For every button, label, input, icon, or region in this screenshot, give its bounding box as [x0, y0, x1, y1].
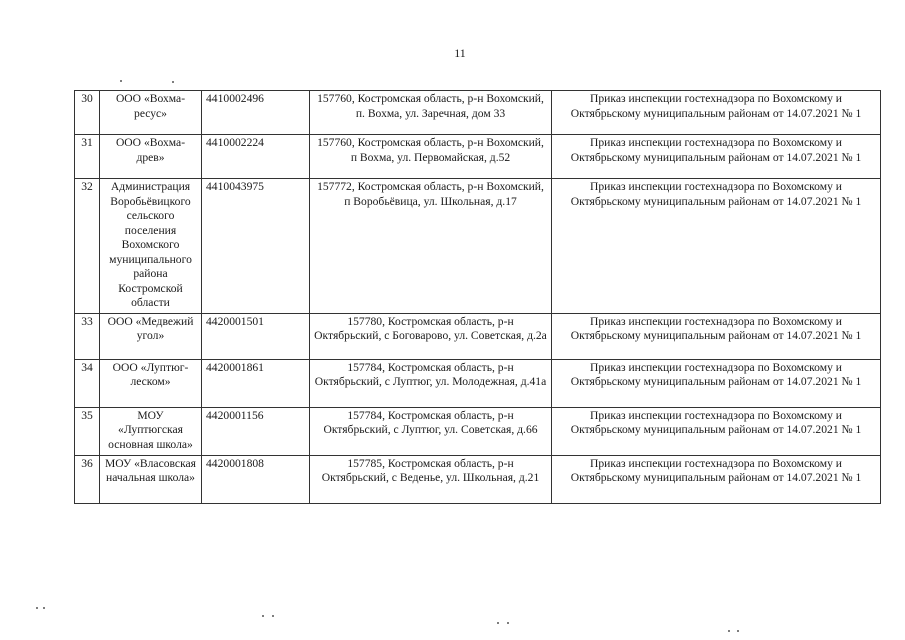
address: 157785, Костромская область, р-н Октябрьский, с Веденье, ул. Школьная, д.21 [310, 455, 552, 503]
inn-code: 4410043975 [202, 179, 310, 314]
basis-document: Приказ инспекции гостехнадзора по Вохомскому и Октябрьскому муниципальным районам от 14.07.2021 № 1 [552, 313, 881, 359]
scan-speck [737, 630, 739, 632]
inn-code: 4410002224 [202, 135, 310, 179]
row-number: 30 [75, 91, 100, 135]
organization-name: ООО «Вохма-ресус» [100, 91, 202, 135]
organization-name: МОУ «Луптюгская основная школа» [100, 407, 202, 455]
page-number: 11 [454, 46, 466, 60]
scan-speck [262, 615, 264, 617]
organization-name: ООО «Вохма-древ» [100, 135, 202, 179]
table-row [75, 313, 881, 359]
basis-document: Приказ инспекции гостехнадзора по Вохомскому и Октябрьскому муниципальным районам от 14.07.2021 № 1 [552, 407, 881, 455]
table-row [75, 91, 881, 135]
row-number: 31 [75, 135, 100, 179]
basis-document: Приказ инспекции гостехнадзора по Вохомскому и Октябрьскому муниципальным районам от 14.07.2021 № 1 [552, 135, 881, 179]
table-row [75, 179, 881, 314]
organization-name: ООО «Луптюг-леском» [100, 359, 202, 407]
address: 157784, Костромская область, р-н Октябрьский, с Луптюг, ул. Советская, д.66 [310, 407, 552, 455]
organization-name: Администрация Воробьёвицкого сельского поселения Вохомского муниципального района Костромской области [100, 179, 202, 314]
row-number: 32 [75, 179, 100, 314]
scan-speck [172, 81, 174, 83]
table-row [75, 407, 881, 455]
table-row [75, 359, 881, 407]
scan-speck [497, 622, 499, 624]
basis-document: Приказ инспекции гостехнадзора по Вохомскому и Октябрьскому муниципальным районам от 14.07.2021 № 1 [552, 455, 881, 503]
registry-table [74, 90, 881, 504]
scan-speck [728, 630, 730, 632]
table-row [75, 135, 881, 179]
scan-speck [272, 615, 274, 617]
inn-code: 4420001808 [202, 455, 310, 503]
row-number: 33 [75, 313, 100, 359]
scan-speck [36, 607, 38, 609]
address: 157780, Костромская область, р-н Октябрьский, с Боговарово, ул. Советская, д.2а [310, 313, 552, 359]
row-number: 36 [75, 455, 100, 503]
inn-code: 4420001861 [202, 359, 310, 407]
basis-document: Приказ инспекции гостехнадзора по Вохомскому и Октябрьскому муниципальным районам от 14.07.2021 № 1 [552, 359, 881, 407]
address: 157760, Костромская область, р-н Вохомский, п. Вохма, ул. Заречная, дом 33 [310, 91, 552, 135]
scan-speck [120, 80, 122, 82]
address: 157772, Костромская область, р-н Вохомский, п Воробьёвица, ул. Школьная, д.17 [310, 179, 552, 314]
inn-code: 4420001501 [202, 313, 310, 359]
organization-name: МОУ «Власовская начальная школа» [100, 455, 202, 503]
scan-speck [507, 622, 509, 624]
row-number: 35 [75, 407, 100, 455]
inn-code: 4420001156 [202, 407, 310, 455]
inn-code: 4410002496 [202, 91, 310, 135]
scan-speck [43, 607, 45, 609]
basis-document: Приказ инспекции гостехнадзора по Вохомскому и Октябрьскому муниципальным районам от 14.07.2021 № 1 [552, 179, 881, 314]
basis-document: Приказ инспекции гостехнадзора по Вохомскому и Октябрьскому муниципальным районам от 14.07.2021 № 1 [552, 91, 881, 135]
table-row [75, 455, 881, 503]
row-number: 34 [75, 359, 100, 407]
organization-name: ООО «Медвежий угол» [100, 313, 202, 359]
address: 157760, Костромская область, р-н Вохомский, п Вохма, ул. Первомайская, д.52 [310, 135, 552, 179]
address: 157784, Костромская область, р-н Октябрьский, с Луптюг, ул. Молодежная, д.41а [310, 359, 552, 407]
